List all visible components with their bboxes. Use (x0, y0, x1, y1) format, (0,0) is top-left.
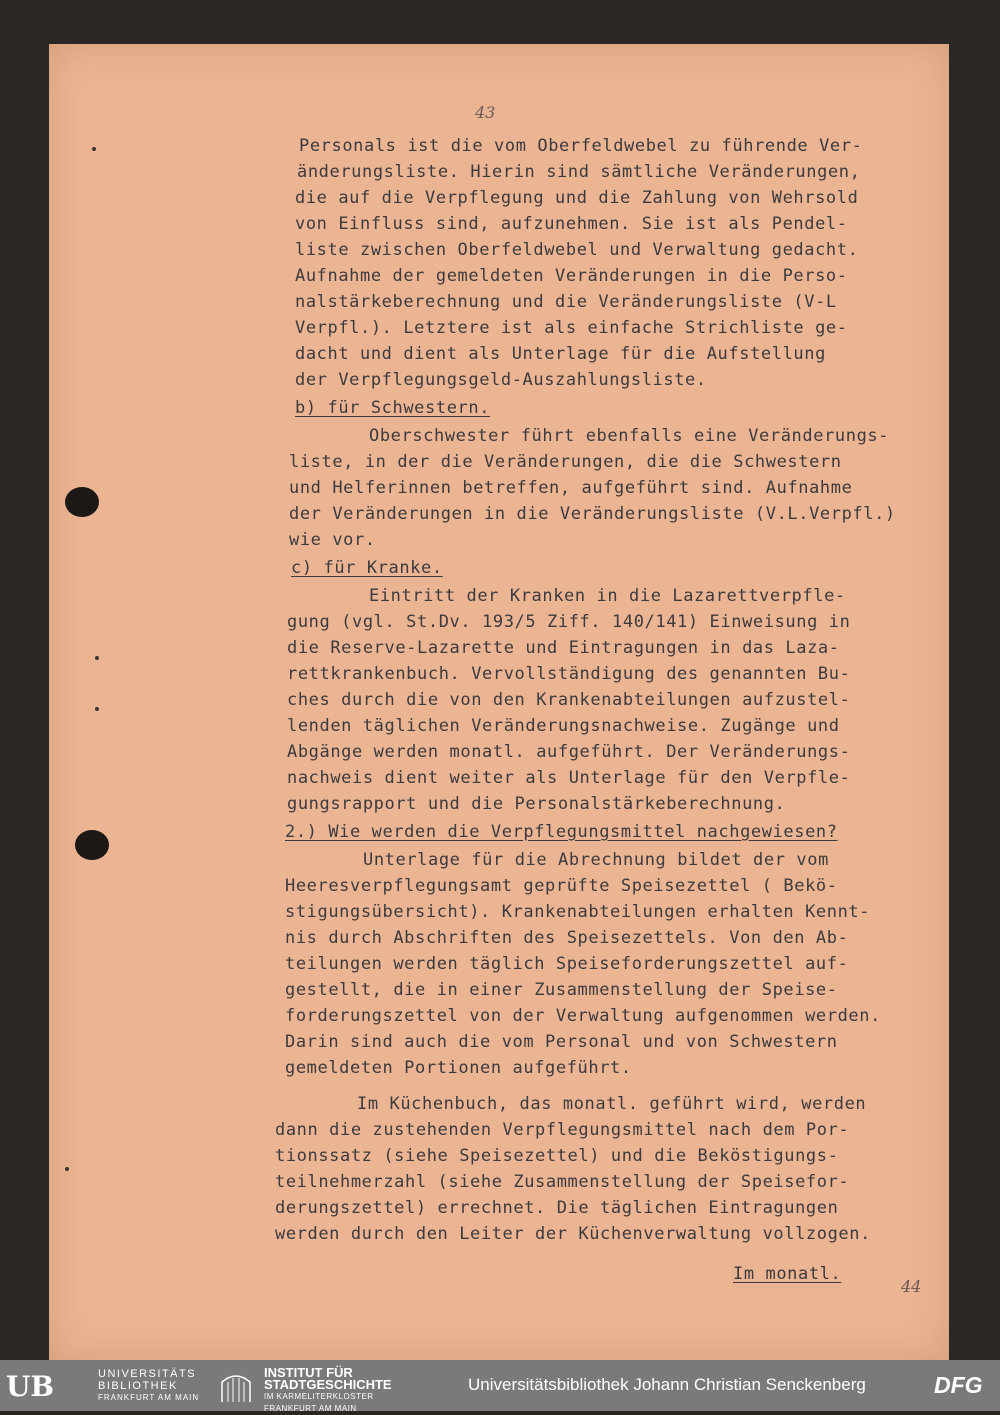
text-line: ches durch die von den Krankenabteilungen aufzustel- (287, 690, 851, 710)
ub-line3: FRANKFURT AM MAIN (98, 1393, 200, 1402)
text-line: der Verpflegungsgeld-Auszahlungsliste. (295, 370, 707, 390)
text-line: liste zwischen Oberfeldwebel und Verwaltung gedacht. (295, 240, 859, 260)
dust-speck (92, 147, 96, 151)
text-line: Im Küchenbuch, das monatl. geführt wird, werden (357, 1094, 867, 1114)
text-line: gungsrapport und die Personalstärkeberechnung. (287, 794, 786, 814)
text-line: nis durch Abschriften des Speisezettels. Von den Ab- (285, 928, 849, 948)
section-heading: b) für Schwestern. (295, 398, 491, 418)
text-line: von Einfluss sind, aufzunehmen. Sie ist als Pendel- (295, 214, 848, 234)
ub-name (98, 1368, 199, 1404)
text-line: Aufnahme der gemeldeten Veränderungen in die Perso- (295, 266, 848, 286)
ub-logo[interactable]: UB (6, 1370, 55, 1403)
text-line: rettkrankenbuch. Vervollständigung des genannten Bu- (287, 664, 851, 684)
text-line: tionssatz (siehe Speisezettel) und die Beköstigungs- (275, 1146, 839, 1166)
text-line: wie vor. (289, 530, 376, 550)
text-line: werden durch den Leiter der Küchenverwaltung vollzogen. (275, 1224, 871, 1244)
margin-note: 44 (901, 1277, 922, 1296)
section-heading: c) für Kranke. (291, 558, 443, 578)
isg-name[interactable] (264, 1367, 392, 1415)
footer-bar (0, 1360, 1000, 1411)
isg-line1: INSTITUT FÜR (264, 1365, 353, 1380)
dust-speck (95, 707, 99, 711)
punch-hole (75, 830, 109, 860)
document-page (49, 44, 949, 1360)
isg-line2: STADTGESCHICHTE (264, 1377, 392, 1392)
text-line: gemeldeten Portionen aufgeführt. (285, 1058, 632, 1078)
library-name-link[interactable]: Universitätsbibliothek Johann Christian Senckenberg (468, 1375, 866, 1394)
page-number: 43 (475, 103, 496, 122)
dust-speck (65, 1167, 69, 1171)
text-line: lenden täglichen Veränderungsnachweise. Zugänge und (287, 716, 840, 736)
isg-line3: IM KARMELITERKLOSTER (264, 1392, 374, 1401)
ub-line1: UNIVERSITÄTS (98, 1368, 197, 1380)
isg-building-icon (216, 1368, 256, 1404)
text-line: die Reserve-Lazarette und Eintragungen in das Laza- (287, 638, 840, 658)
section-heading: 2.) Wie werden die Verpflegungsmittel nachgewiesen? (285, 822, 838, 842)
text-line: dacht und dient als Unterlage für die Aufstellung (295, 344, 826, 364)
dust-speck (95, 656, 99, 660)
punch-hole (65, 487, 99, 517)
text-line: Darin sind auch die vom Personal und von Schwestern (285, 1032, 838, 1052)
text-line: der Veränderungen in die Veränderungsliste (V.L.Verpfl.) (289, 504, 896, 524)
text-line: gung (vgl. St.Dv. 193/5 Ziff. 140/141) Einweisung in (287, 612, 851, 632)
text-line: teilungen werden täglich Speiseforderungszettel auf- (285, 954, 849, 974)
ub-line2: BIBLIOTHEK (98, 1380, 178, 1392)
text-line: liste, in der die Veränderungen, die die Schwestern (289, 452, 842, 472)
text-line: Personals ist die vom Oberfeldwebel zu führende Ver- (299, 136, 863, 156)
text-line: forderungszettel von der Verwaltung aufgenommen werden. (285, 1006, 881, 1026)
text-line: teilnehmerzahl (siehe Zusammenstellung der Speisefor- (275, 1172, 850, 1192)
text-line: Oberschwester führt ebenfalls eine Veränderungs- (369, 426, 890, 446)
text-line: die auf die Verpflegung und die Zahlung von Wehrsold (295, 188, 859, 208)
isg-line4: FRANKFURT AM MAIN (264, 1404, 357, 1413)
catchword: Im monatl. (733, 1264, 842, 1284)
text-line: Unterlage für die Abrechnung bildet der vom (363, 850, 829, 870)
text-line: stigungsübersicht). Krankenabteilungen erhalten Kennt- (285, 902, 871, 922)
text-line: nachweis dient weiter als Unterlage für den Verpfle- (287, 768, 851, 788)
text-line: Abgänge werden monatl. aufgeführt. Der Veränderungs- (287, 742, 851, 762)
text-line: Eintritt der Kranken in die Lazarettverpfle- (369, 586, 846, 606)
text-line: änderungsliste. Hierin sind sämtliche Veränderungen, (297, 162, 861, 182)
text-line: Verpfl.). Letztere ist als einfache Strichliste ge- (295, 318, 848, 338)
text-line: und Helferinnen betreffen, aufgeführt sind. Aufnahme (289, 478, 853, 498)
dfg-logo[interactable]: DFG (934, 1372, 983, 1398)
text-line: nalstärkeberechnung und die Veränderungsliste (V-L (295, 292, 837, 312)
text-line: Heeresverpflegungsamt geprüfte Speisezettel ( Bekö- (285, 876, 838, 896)
text-line: dann die zustehenden Verpflegungsmittel nach dem Por- (275, 1120, 850, 1140)
text-line: derungszettel) errechnet. Die täglichen Eintragungen (275, 1198, 839, 1218)
text-line: gestellt, die in einer Zusammenstellung der Speise- (285, 980, 838, 1000)
